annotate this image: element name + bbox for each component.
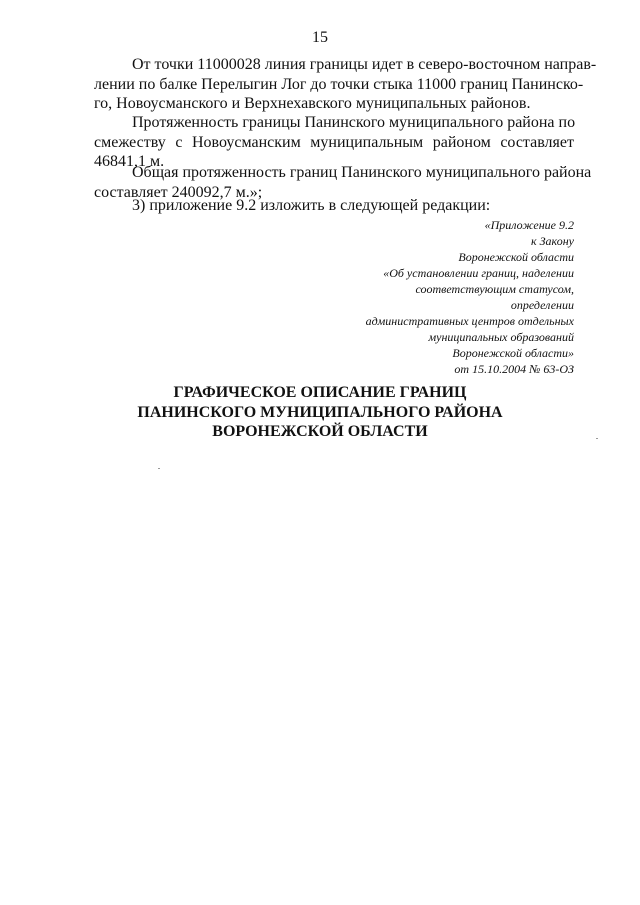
heading-line: ГРАФИЧЕСКОЕ ОПИСАНИЕ ГРАНИЦ: [173, 384, 467, 401]
annex-line: административных центров отдельных: [365, 314, 574, 328]
annex-line: «Приложение 9.2: [484, 218, 574, 232]
annex-reference: [366, 217, 574, 377]
annex-line: Воронежской области: [458, 250, 574, 264]
section-heading: [0, 383, 640, 442]
heading-line: ПАНИНСКОГО МУНИЦИПАЛЬНОГО РАЙОНА: [137, 403, 503, 421]
paragraph-line: От точки 11000028 линия границы идет в северо-восточном направ-: [132, 56, 597, 73]
annex-line: Воронежской области»: [452, 346, 574, 360]
paragraph-line: 46841,1 м.: [94, 153, 165, 170]
paragraph-line: смежеству с Новоусманским муниципальным районом составляет: [94, 133, 574, 151]
paragraph-boundary-description: [94, 55, 597, 114]
paragraph-line: го, Новоусманского и Верхнехавского муниципальных районов.: [94, 95, 531, 112]
paragraph-amendment: 3) приложение 9.2 изложить в следующей редакции:: [132, 197, 491, 214]
annex-line: муниципальных образований: [428, 330, 574, 344]
annex-line: соответствующим статусом,: [415, 282, 574, 296]
heading-line: ВОРОНЕЖСКОЙ ОБЛАСТИ: [212, 423, 428, 440]
paragraph-line: Общая протяженность границ Панинского муниципального района: [132, 164, 592, 181]
annex-line: «Об установлении границ, наделении: [383, 266, 574, 280]
annex-line: к Закону: [531, 234, 574, 248]
paragraph-line: лении по балке Перелыгин Лог до точки стыка 11000 границ Панинско-: [94, 75, 584, 93]
scan-speck: [596, 438, 598, 439]
scan-speck: [158, 468, 160, 469]
annex-line: от 15.10.2004 № 63-ОЗ: [454, 362, 574, 376]
paragraph-line: Протяженность границы Панинского муниципального района по: [132, 114, 576, 131]
paragraph-line: составляет 240092,7 м.»;: [94, 183, 263, 201]
annex-line: определении: [510, 298, 574, 312]
page-number: 15: [312, 29, 328, 46]
